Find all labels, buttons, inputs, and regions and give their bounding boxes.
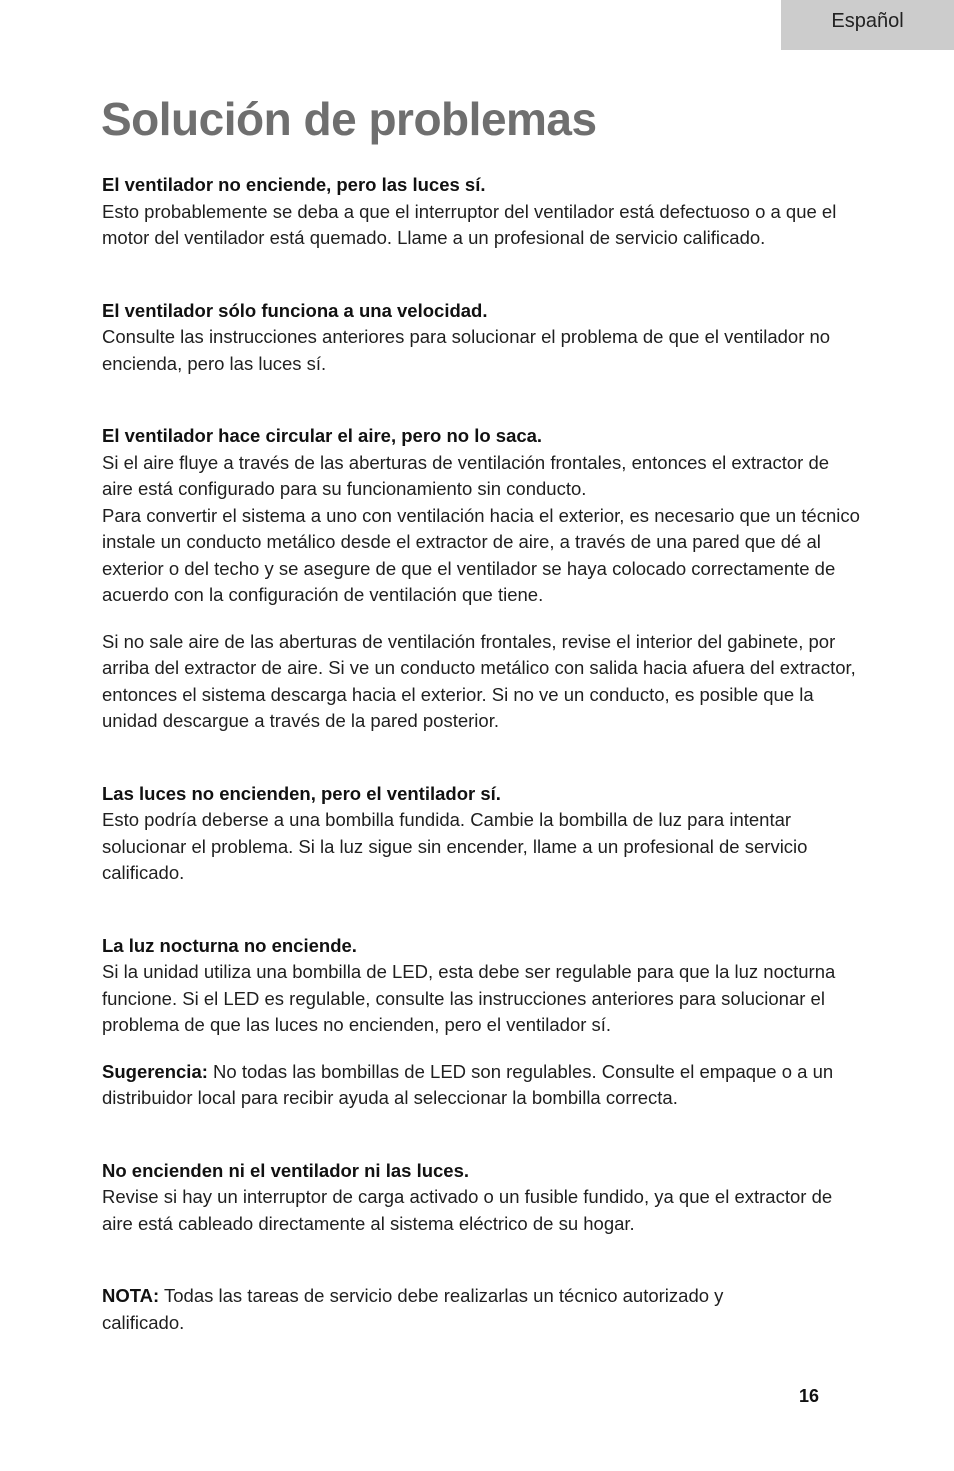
section-heading: El ventilador hace circular el aire, pero no lo saca. [102, 425, 543, 446]
section-nothing-on [102, 1158, 860, 1238]
section-heading: La luz nocturna no enciende. [102, 934, 357, 956]
section-paragraph: Si no sale aire de las aberturas de ventilación frontales, revise el interior del gabinete, por arriba del extractor de aire. Si ve un conducto metálico con salida hacia afuera del extractor, entonces el sistema descarga hacia el exterior. Si no ve un conducto, es posible que la unidad descargue a través de la pared posterior. [102, 630, 856, 731]
language-tab: Español [781, 0, 954, 50]
section-fan-not-on [102, 172, 860, 252]
section-paragraph: Esto podría deberse a una bombilla fundida. Cambie la bombilla de luz para intentar solucionar el problema. Si la luz sigue sin encender, llame a un profesional de servicio calificado. [102, 809, 808, 883]
tip-paragraph [102, 1059, 860, 1112]
section-one-speed [102, 298, 860, 378]
tip-text: No todas las bombillas de LED son regulables. Consulte el empaque o a un distribuidor local para recibir ayuda al seleccionar la bombilla correcta. [102, 1060, 834, 1108]
page-number: 16 [799, 1386, 820, 1406]
page-title: Solución de problemas [101, 93, 597, 145]
troubleshooting-content [102, 172, 860, 1336]
tip-label: Sugerencia: [102, 1060, 208, 1082]
section-lights-not-on [102, 781, 860, 887]
section-paragraph: Para convertir el sistema a uno con ventilación hacia el exterior, es necesario que un técnico instale un conducto metálico desde el extractor de aire, a través de una pared que dé al exterior o del techo y se asegure de que el ventilador se haya colocado correctamente de acuerdo con la configuración de ventilación que tiene. [102, 504, 860, 605]
section-heading: No encienden ni el ventilador ni las luces. [102, 1159, 470, 1181]
section-paragraph: Consulte las instrucciones anteriores para solucionar el problema de que el ventilador no encienda, pero las luces sí. [102, 326, 831, 374]
section-heading: El ventilador sólo funciona a una velocidad. [102, 299, 488, 321]
note-paragraph [102, 1283, 792, 1336]
note-text: Todas las tareas de servicio debe realizarlas un técnico autorizado y calificado. [102, 1285, 724, 1333]
section-paragraph: Esto probablemente se deba a que el interruptor del ventilador está defectuoso o a que el motor del ventilador está quemado. Llame a un profesional de servicio calificado. [102, 200, 837, 248]
section-recirculates-air [102, 423, 860, 735]
section-paragraph: Si el aire fluye a través de las aberturas de ventilación frontales, entonces el extractor de aire está configurado para su funcionamiento sin conducto. [102, 451, 830, 499]
section-heading: El ventilador no enciende, pero las luces sí. [102, 174, 486, 195]
section-heading: Las luces no encienden, pero el ventilador sí. [102, 782, 501, 804]
note-label: NOTA: [102, 1285, 160, 1306]
section-paragraph: Revise si hay un interruptor de carga activado o un fusible fundido, ya que el extractor de aire está cableado directamente al sistema eléctrico de su hogar. [102, 1186, 833, 1234]
section-paragraph: Si la unidad utiliza una bombilla de LED, esta debe ser regulable para que la luz nocturna funcione. Si el LED es regulable, consulte las instrucciones anteriores para solucionar el problema de que las luces no encienden, pero el ventilador sí. [102, 961, 836, 1035]
section-night-light [102, 933, 860, 1112]
